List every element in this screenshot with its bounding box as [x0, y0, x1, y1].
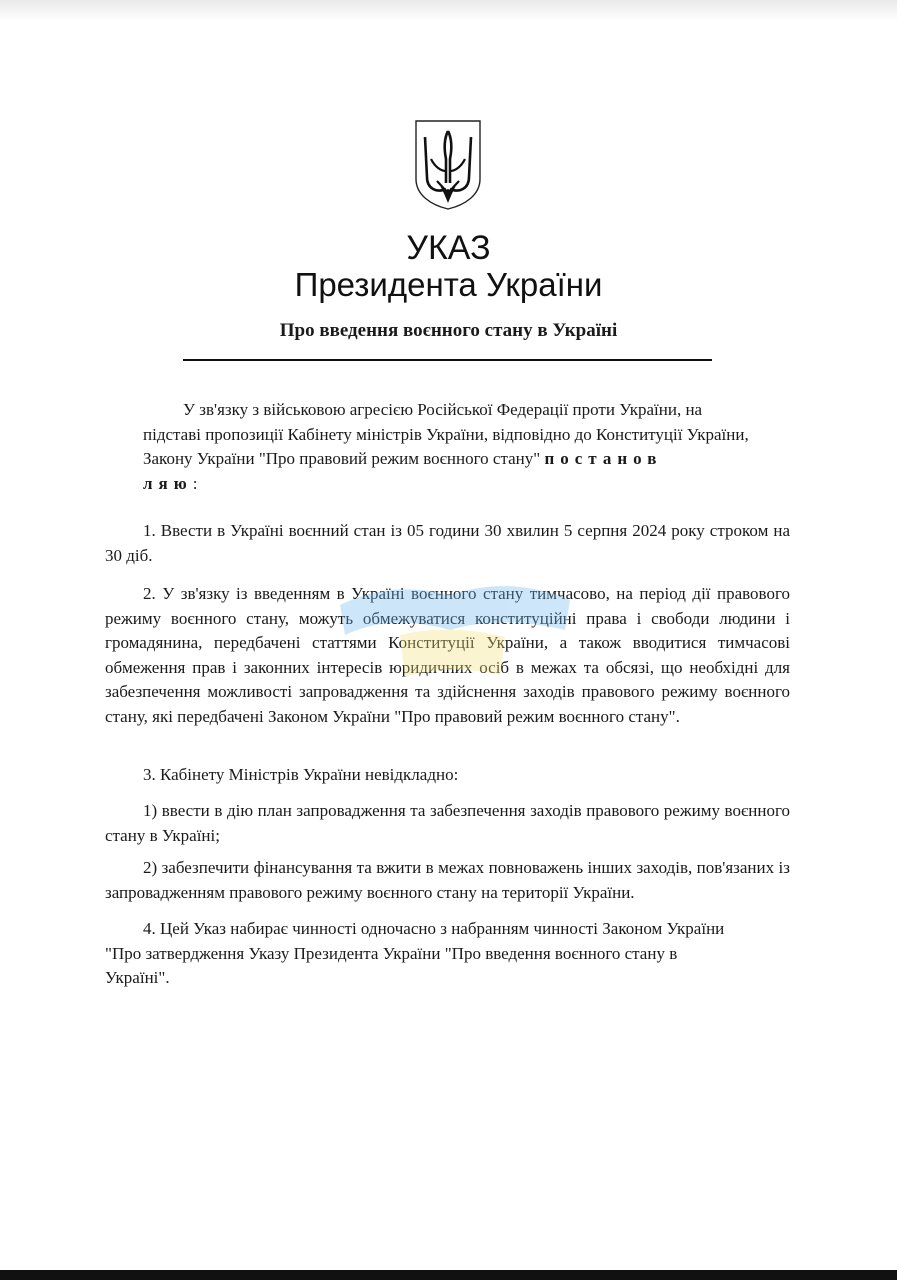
- decree-colon: :: [192, 473, 198, 493]
- tryzub-coat-of-arms-icon: [413, 119, 483, 211]
- document-subject: Про введення воєнного стану в Україні: [279, 320, 618, 341]
- clause-3-item-1: 1) ввести в дію план запровадження та забезпечення заходів правового режиму воєнного стану в Україні;: [105, 801, 790, 845]
- preamble-paragraph: [143, 398, 763, 496]
- preamble-text: У зв'язку з військовою агресією Російської Федерації проти України, на підставі пропозиції Кабінету міністрів України, відповідно до Конституції України, Закону України "Про правовий режим воєнного стану": [143, 400, 749, 468]
- title-divider: [183, 359, 712, 361]
- clause-2: 2. У зв'язку із введенням в Україні воєнного стану тимчасово, на період дії правового режиму воєнного стану, можуть обмежуватися конституційні права і свободи людини і громадянина, передбачені статтями Конституції України, а також вводитися тимчасові обмеження прав і законних інтересів юридичних осіб в межах та обсязі, що необхідні для забезпечення можливості запровадження та здійснення заходів правового режиму воєнного стану, які передбачені Законом України "Про правовий режим воєнного стану".: [105, 584, 790, 726]
- clause-3: 3. Кабінету Міністрів України невідкладно:: [143, 765, 459, 784]
- document-title: УКАЗ: [406, 229, 491, 267]
- clause-3-item-2: 2) забезпечити фінансування та вжити в межах повноважень інших заходів, пов'язаних із запровадженням правового режиму воєнного стану на території України.: [105, 858, 790, 902]
- top-edge-shadow: [0, 0, 897, 22]
- clause-4: 4. Цей Указ набирає чинності одночасно з набранням чинності Законом України "Про затвердження Указу Президента України "Про введення воєнного стану в Україні".: [105, 919, 725, 987]
- decree-word-part2: ляю: [143, 473, 193, 493]
- clause-1: 1. Ввести в Україні воєнний стан із 05 години 30 хвилин 5 серпня 2024 року строком на 30 діб.: [105, 521, 790, 565]
- decree-word-part1: постанов: [544, 449, 663, 468]
- document-subtitle: Президента України: [294, 266, 603, 303]
- bottom-bar: [0, 1270, 897, 1280]
